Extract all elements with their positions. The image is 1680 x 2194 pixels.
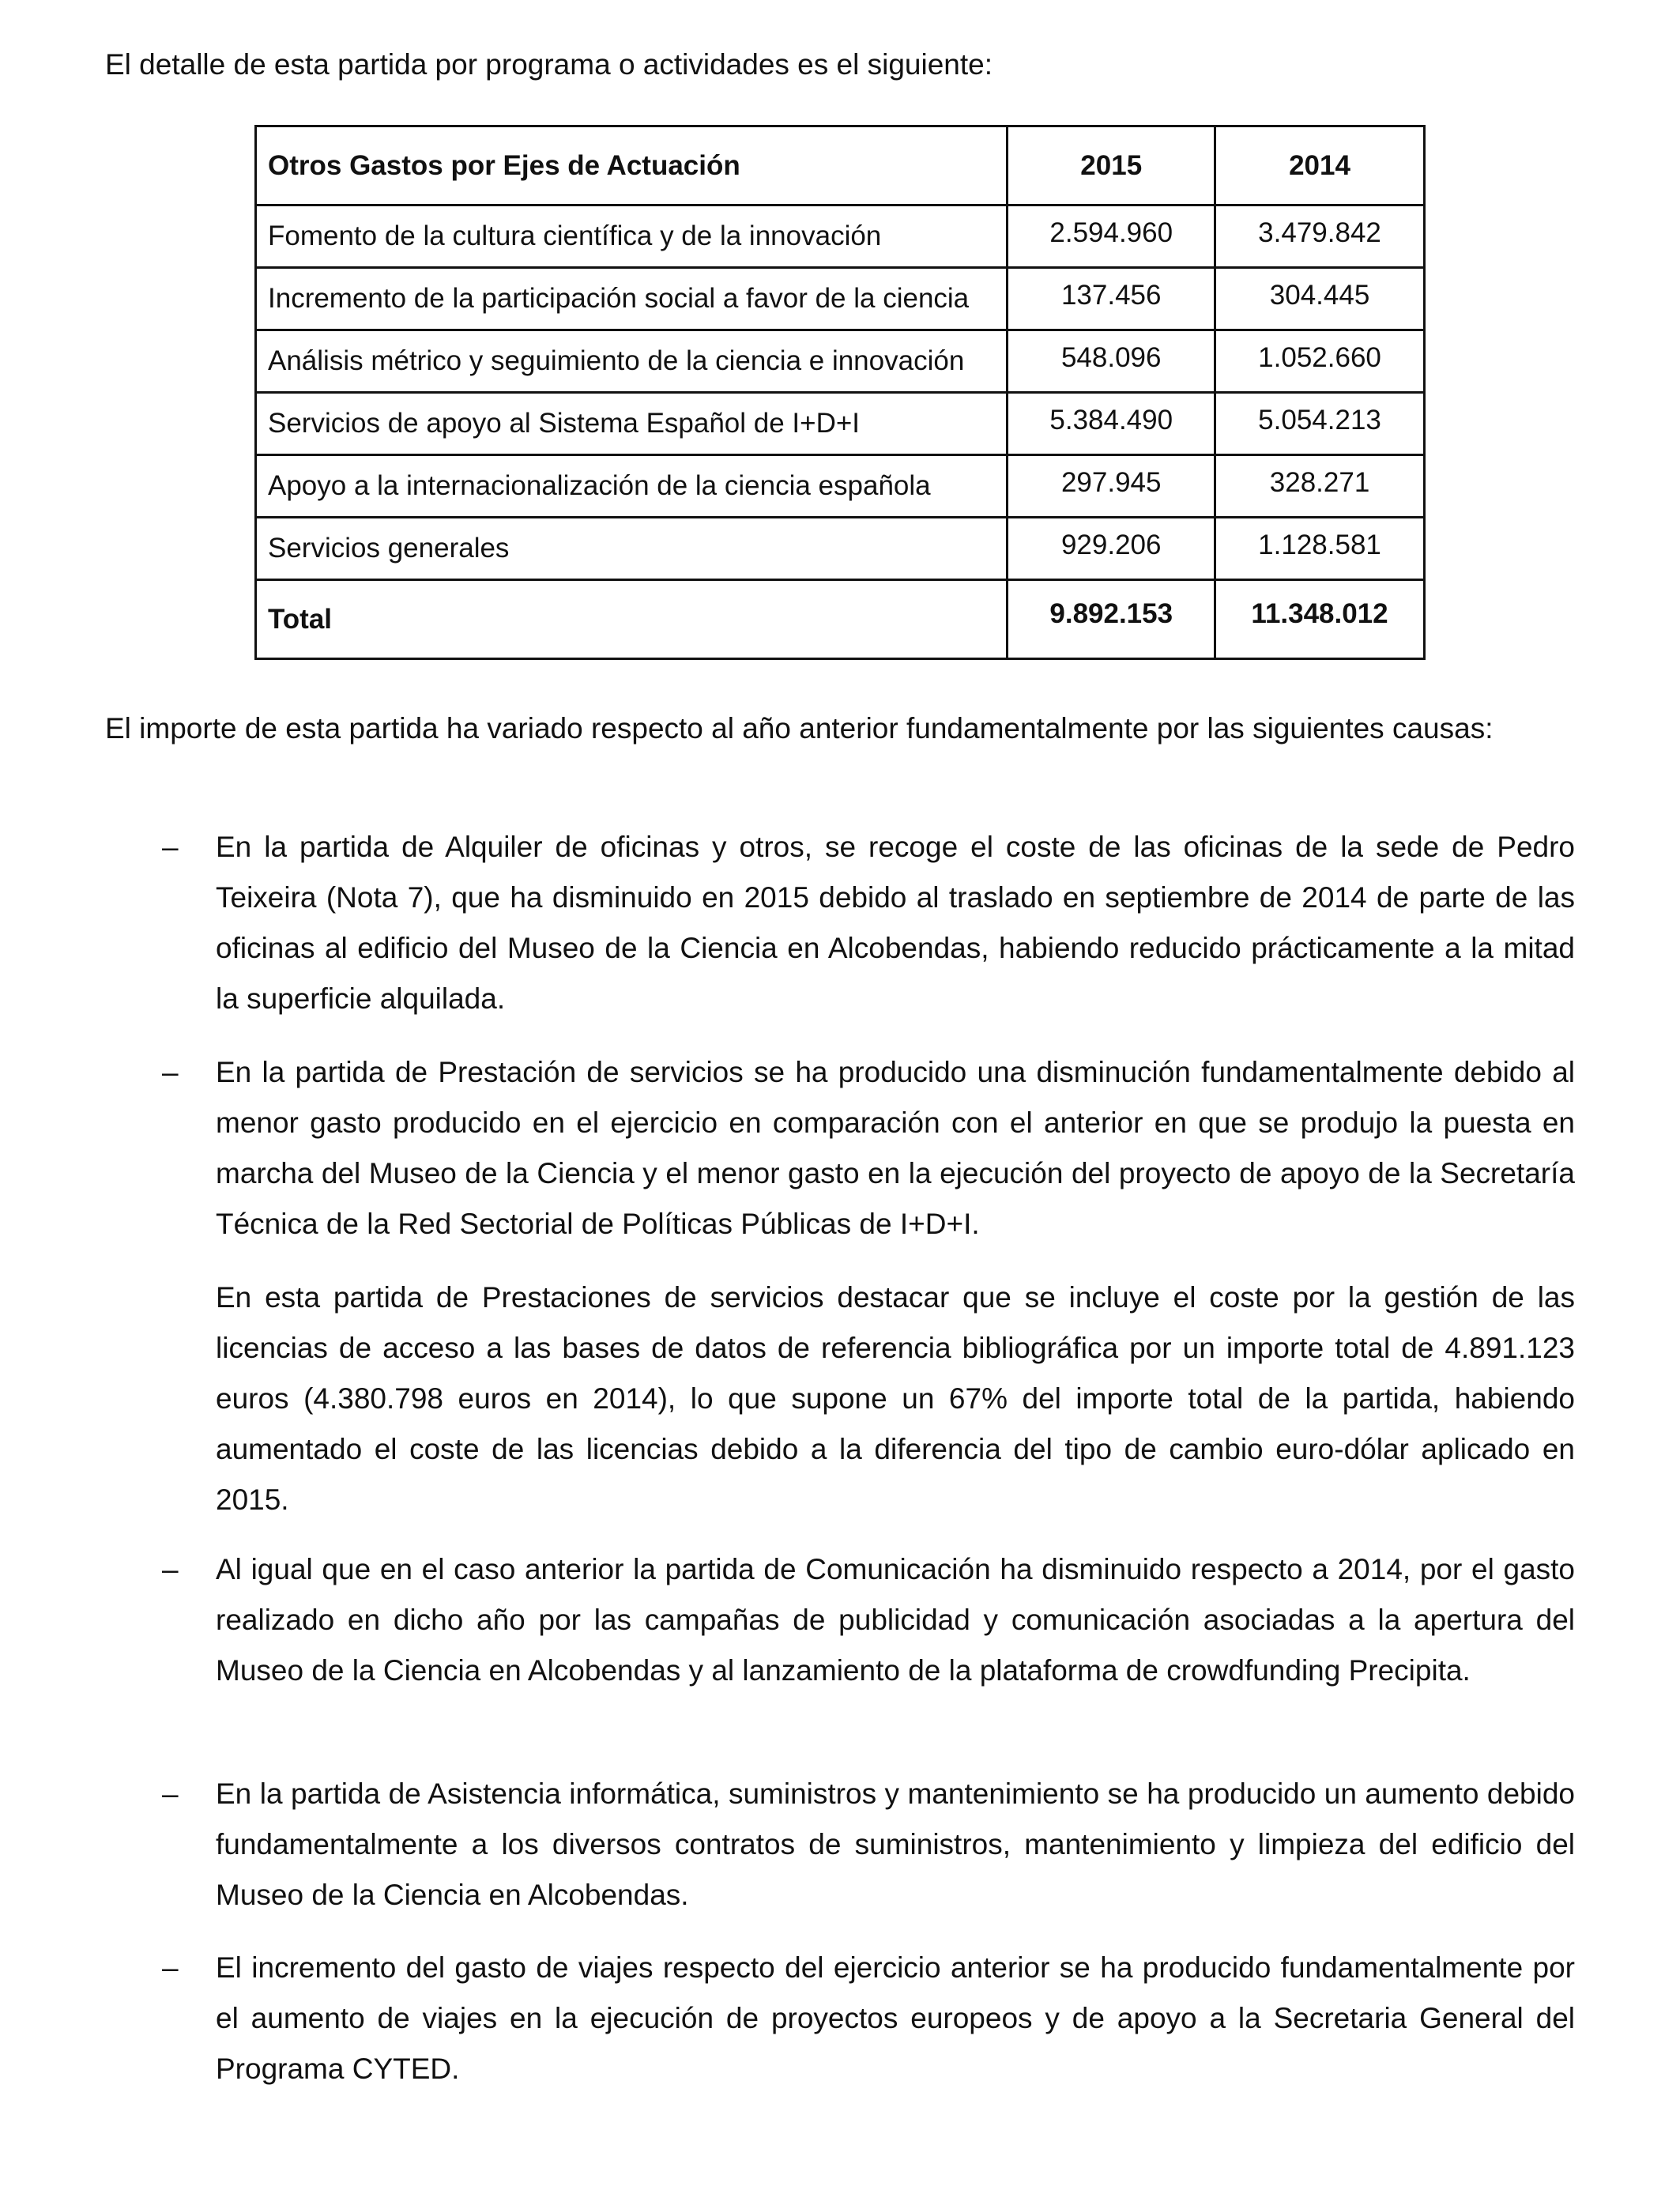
bullet-dash: – xyxy=(162,1553,179,1585)
table-header-row xyxy=(256,126,1425,205)
intro-paragraph: El detalle de esta partida por programa o actividades es el siguiente: xyxy=(105,48,993,81)
table-row xyxy=(256,518,1425,580)
bullet-dash: – xyxy=(162,1777,179,1810)
table-row xyxy=(256,393,1425,455)
row-value-2015: 137.456 xyxy=(1008,268,1215,330)
bullet-dash: – xyxy=(162,831,179,863)
row-value-2014: 3.479.842 xyxy=(1215,205,1425,268)
row-value-2015: 5.384.490 xyxy=(1008,393,1215,455)
table-header-concept: Otros Gastos por Ejes de Actuación xyxy=(256,126,1008,205)
row-label: Fomento de la cultura científica y de la innovación xyxy=(256,205,1008,268)
expenses-table xyxy=(254,125,1426,660)
row-label: Análisis métrico y seguimiento de la ciencia e innovación xyxy=(256,330,1008,393)
row-value-2014: 304.445 xyxy=(1215,268,1425,330)
row-value-2014: 5.054.213 xyxy=(1215,393,1425,455)
table-total-row xyxy=(256,580,1425,659)
total-value-2015: 9.892.153 xyxy=(1008,580,1215,659)
row-value-2014: 328.271 xyxy=(1215,455,1425,518)
table-row xyxy=(256,268,1425,330)
total-value-2014: 11.348.012 xyxy=(1215,580,1425,659)
bullet-item-communication: Al igual que en el caso anterior la partida de Comunicación ha disminuido respecto a 2014, por el gasto realizado en dicho año por las campañas de publicidad y comunicación asociadas a la apertura del Museo de la Ciencia en Alcobendas y al lanzamiento de la plataforma de crowdfunding Precipita. xyxy=(216,1553,1575,1687)
row-label: Apoyo a la internacionalización de la ciencia española xyxy=(256,455,1008,518)
bullet-item-services: En la partida de Prestación de servicios se ha producido una disminución fundamentalmente debido al menor gasto producido en el ejercicio en comparación con el anterior en que se produjo la puesta en marcha del Museo de la Ciencia y el menor gasto en la ejecución del proyecto de apoyo de la Secretaría Técnica de la Red Sectorial de Políticas Públicas de I+D+I. xyxy=(216,1056,1575,1240)
total-label: Total xyxy=(256,580,1008,659)
row-value-2014: 1.128.581 xyxy=(1215,518,1425,580)
bullet-item-rent: En la partida de Alquiler de oficinas y otros, se recoge el coste de las oficinas de la sede de Pedro Teixeira (Nota 7), que ha disminuido en 2015 debido al traslado en septiembre de 2014 de parte de las oficinas al edificio del Museo de la Ciencia en Alcobendas, habiendo reducido prácticamente a la mitad la superficie alquilada. xyxy=(216,831,1575,1015)
bullet-item-it-assistance: En la partida de Asistencia informática, suministros y mantenimiento se ha producido un aumento debido fundamentalmente a los diversos contratos de suministros, mantenimiento y limpieza del edificio del Museo de la Ciencia en Alcobendas. xyxy=(216,1777,1575,1911)
row-value-2015: 297.945 xyxy=(1008,455,1215,518)
bullet-dash: – xyxy=(162,1951,179,1984)
row-value-2014: 1.052.660 xyxy=(1215,330,1425,393)
table-header-2014: 2014 xyxy=(1215,126,1425,205)
table-header-2015: 2015 xyxy=(1008,126,1215,205)
bullet-subparagraph-licenses: En esta partida de Prestaciones de servicios destacar que se incluye el coste por la gestión de las licencias de acceso a las bases de datos de referencia bibliográfica por un importe total de 4.891.123 euros (4.380.798 euros en 2014), lo que supone un 67% del importe total de la partida, habiendo aumentado el coste de las licencias debido a la diferencia del tipo de cambio euro-dólar aplicado en 2015. xyxy=(216,1281,1575,1516)
bullet-dash: – xyxy=(162,1056,179,1088)
variation-intro-paragraph: El importe de esta partida ha variado respecto al año anterior fundamentalmente por las siguientes causas: xyxy=(105,712,1494,745)
table-row xyxy=(256,455,1425,518)
row-value-2015: 2.594.960 xyxy=(1008,205,1215,268)
row-label: Servicios de apoyo al Sistema Español de I+D+I xyxy=(256,393,1008,455)
table-row xyxy=(256,330,1425,393)
row-label: Servicios generales xyxy=(256,518,1008,580)
row-value-2015: 548.096 xyxy=(1008,330,1215,393)
row-label: Incremento de la participación social a favor de la ciencia xyxy=(256,268,1008,330)
table-row xyxy=(256,205,1425,268)
bullet-item-travel: El incremento del gasto de viajes respecto del ejercicio anterior se ha producido fundamentalmente por el aumento de viajes en la ejecución de proyectos europeos y de apoyo a la Secretaria General del Programa CYTED. xyxy=(216,1951,1575,2085)
row-value-2015: 929.206 xyxy=(1008,518,1215,580)
